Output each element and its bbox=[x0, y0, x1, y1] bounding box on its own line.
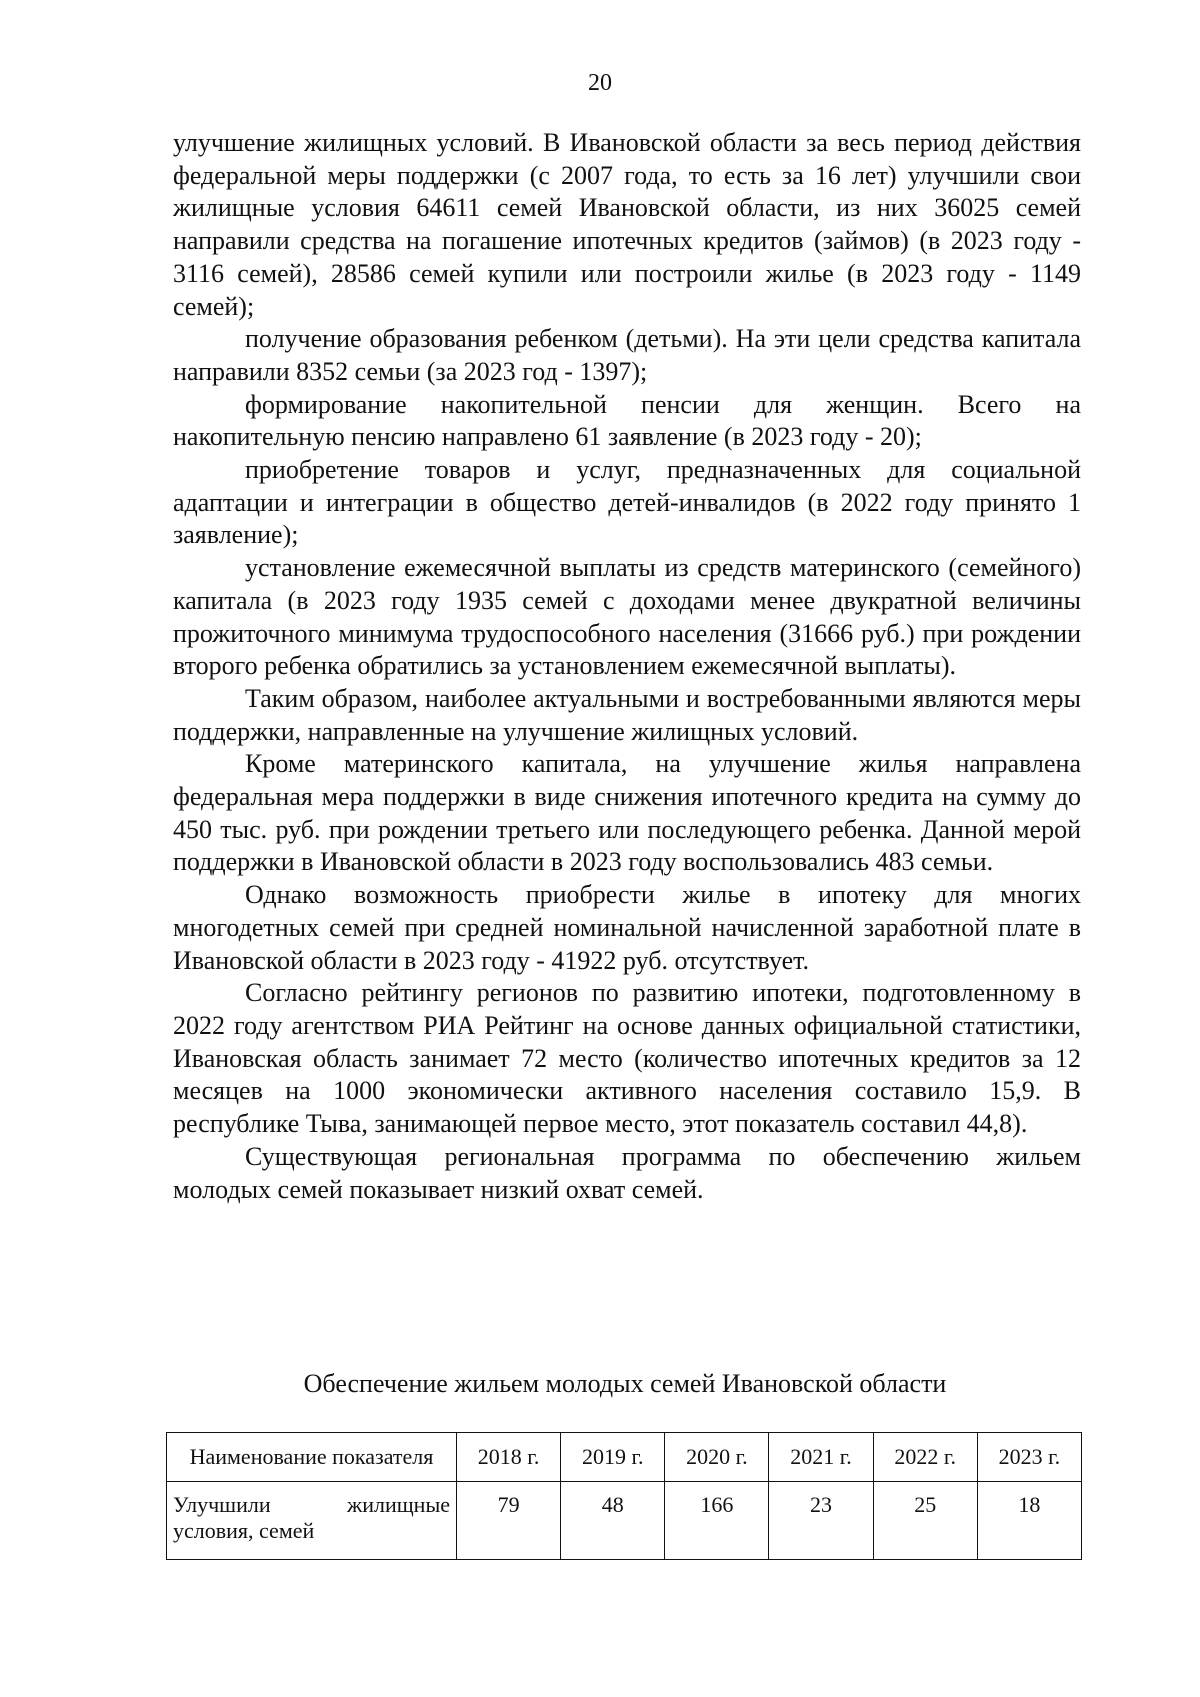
paragraph: улучшение жилищных условий. В Ивановской области за весь период действия федеральной меры поддержки (с 2007 года, то есть за 16 лет) улучшили свои жилищные условия 64611 семей Ивановской области, из них 36025 семей направили средства на погашение ипотечных кредитов (займов) (в 2023 году - 3116 семей), 28586 семей купили или построили жилье (в 2023 году - 1149 семей); bbox=[173, 128, 1081, 321]
paragraph: Кроме материнского капитала, на улучшение жилья направлена федеральная мера поддержки в виде снижения ипотечного кредита на сумму до 450 тыс. руб. при рождении третьего или последующего ребенка. Данной мерой поддержки в Ивановской области в 2023 году воспользовались 483 семьи. bbox=[173, 749, 1081, 877]
page-number: 20 bbox=[588, 70, 612, 96]
paragraph: Существующая региональная программа по обеспечению жильем молодых семей показывает низкий охват семей. bbox=[173, 1141, 1081, 1204]
row-label: Улучшили жилищные условия, семей bbox=[167, 1482, 457, 1560]
header-year: 2020 г. bbox=[665, 1433, 769, 1482]
header-year: 2023 г. bbox=[977, 1433, 1081, 1482]
paragraph: Согласно рейтингу регионов по развитию ипотеки, подготовленному в 2022 году агентством РИА Рейтинг на основе данных официальной статистики, Ивановская область занимает 72 место (количество ипотечных кредитов за 12 месяцев на 1000 экономически активного населения составило 15,9. В республике Тыва, занимающей первое место, этот показатель составил 44,8). bbox=[173, 978, 1081, 1139]
table-cell: 25 bbox=[873, 1482, 977, 1560]
data-table bbox=[166, 1432, 1082, 1560]
paragraph: получение образования ребенком (детьми). На эти цели средства капитала направили 8352 семьи (за 2023 год - 1397); bbox=[173, 324, 1081, 386]
header-year: 2019 г. bbox=[561, 1433, 665, 1482]
paragraph: Таким образом, наиболее актуальными и востребованными являются меры поддержки, направленные на улучшение жилищных условий. bbox=[173, 683, 1081, 746]
table-cell: 166 bbox=[665, 1482, 769, 1560]
header-indicator-name: Наименование показателя bbox=[167, 1433, 457, 1482]
table-row bbox=[167, 1482, 1082, 1560]
paragraph: Однако возможность приобрести жилье в ипотеку для многих многодетных семей при средней номинальной начисленной заработной плате в Ивановской области в 2023 году - 41922 руб. отсутствует. bbox=[173, 880, 1081, 975]
table-title: Обеспечение жильем молодых семей Ивановской области bbox=[303, 1369, 947, 1398]
paragraph: приобретение товаров и услуг, предназначенных для социальной адаптации и интеграции в общество детей-инвалидов (в 2022 году принято 1 заявление); bbox=[173, 455, 1081, 550]
table-cell: 48 bbox=[561, 1482, 665, 1560]
body-text bbox=[173, 127, 1081, 1206]
table-cell: 18 bbox=[977, 1482, 1081, 1560]
paragraph: установление ежемесячной выплаты из средств материнского (семейного) капитала (в 2023 году 1935 семей с доходами менее двукратной величины прожиточного минимума трудоспособного населения (31666 руб.) при рождении второго ребенка обратились за установлением ежемесячной выплаты). bbox=[173, 553, 1081, 681]
header-year: 2018 г. bbox=[457, 1433, 561, 1482]
header-year: 2021 г. bbox=[769, 1433, 873, 1482]
header-year: 2022 г. bbox=[873, 1433, 977, 1482]
paragraph: формирование накопительной пенсии для женщин. Всего на накопительную пенсию направлено 61 заявление (в 2023 году - 20); bbox=[173, 389, 1081, 452]
table-header-row bbox=[167, 1433, 1082, 1482]
table-cell: 23 bbox=[769, 1482, 873, 1560]
table-cell: 79 bbox=[457, 1482, 561, 1560]
